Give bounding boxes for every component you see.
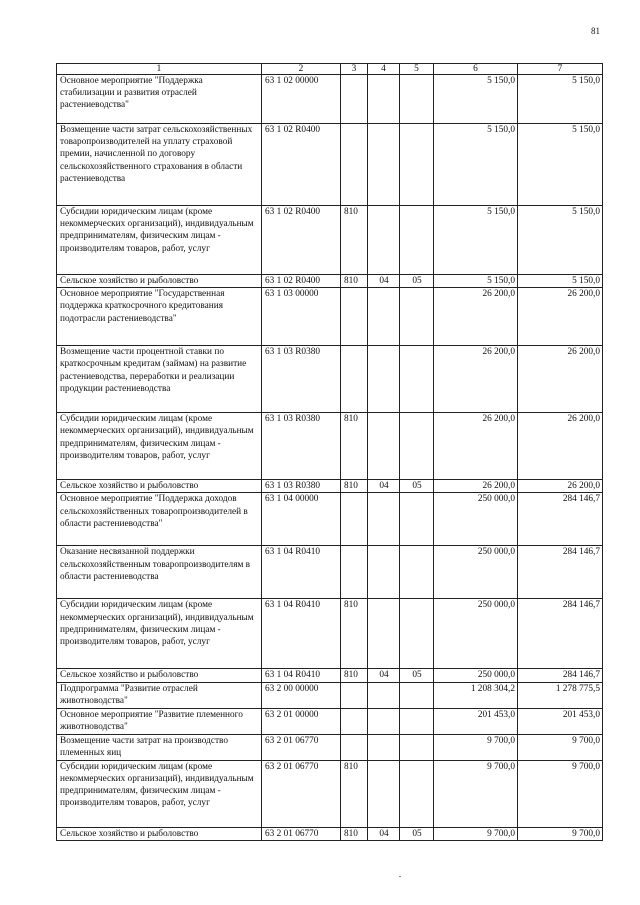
cell-name: Возмещение части затрат сельскохозяйственных товаропроизводителей на уплату страховой премии, начисленной по договору сельскохозяйственного страхования в области растениеводства [57, 124, 262, 206]
cell-expense-type: 810 [341, 275, 368, 288]
cell-section [368, 124, 400, 206]
cell-subsection [400, 546, 434, 599]
table-row [57, 493, 603, 546]
table-row [57, 206, 603, 275]
cell-amount-col6: 250 000,0 [434, 546, 518, 599]
cell-expense-type [341, 75, 368, 124]
cell-expense-type: 810 [341, 760, 368, 827]
table-row [57, 669, 603, 682]
cell-amount-col7: 201 453,0 [518, 708, 603, 734]
table-row [57, 708, 603, 734]
cell-subsection: 05 [400, 827, 434, 840]
cell-amount-col6: 1 208 304,2 [434, 682, 518, 708]
cell-amount-col6: 250 000,0 [434, 599, 518, 669]
column-header: 3 [341, 64, 368, 75]
cell-expense-type: 810 [341, 413, 368, 480]
cell-expense-type: 810 [341, 669, 368, 682]
table-row [57, 734, 603, 760]
cell-code: 63 1 03 00000 [262, 288, 341, 346]
cell-section: 04 [368, 275, 400, 288]
column-header: 6 [434, 64, 518, 75]
cell-expense-type [341, 288, 368, 346]
cell-subsection [400, 288, 434, 346]
cell-subsection [400, 682, 434, 708]
table-row [57, 760, 603, 827]
table-row [57, 682, 603, 708]
scan-speck [399, 876, 401, 877]
cell-amount-col6: 26 200,0 [434, 480, 518, 493]
cell-expense-type [341, 734, 368, 760]
cell-section [368, 708, 400, 734]
cell-expense-type: 810 [341, 206, 368, 275]
table-row [57, 599, 603, 669]
cell-amount-col7: 284 146,7 [518, 546, 603, 599]
cell-subsection [400, 760, 434, 827]
cell-amount-col7: 5 150,0 [518, 124, 603, 206]
cell-amount-col6: 201 453,0 [434, 708, 518, 734]
table-row [57, 75, 603, 124]
cell-name: Субсидии юридическим лицам (кроме некоммерческих организаций), индивидуальным предпринимателям, физическим лицам - производителям товаров, работ, услуг [57, 599, 262, 669]
cell-code: 63 1 02 R0400 [262, 206, 341, 275]
cell-code: 63 2 01 00000 [262, 708, 341, 734]
cell-section [368, 760, 400, 827]
column-header: 5 [400, 64, 434, 75]
cell-amount-col7: 9 700,0 [518, 827, 603, 840]
table-row [57, 413, 603, 480]
cell-expense-type [341, 493, 368, 546]
cell-section [368, 599, 400, 669]
cell-subsection [400, 346, 434, 413]
cell-name: Сельское хозяйство и рыболовство [57, 669, 262, 682]
cell-section [368, 206, 400, 275]
cell-code: 63 1 04 00000 [262, 493, 341, 546]
cell-name: Субсидии юридическим лицам (кроме некоммерческих организаций), индивидуальным предпринимателям, физическим лицам - производителям товаров, работ, услуг [57, 413, 262, 480]
cell-subsection [400, 75, 434, 124]
cell-amount-col6: 250 000,0 [434, 493, 518, 546]
cell-amount-col7: 9 700,0 [518, 734, 603, 760]
cell-subsection [400, 599, 434, 669]
cell-amount-col7: 26 200,0 [518, 480, 603, 493]
column-header: 2 [262, 64, 341, 75]
cell-amount-col6: 5 150,0 [434, 275, 518, 288]
page-number: 81 [591, 26, 600, 36]
cell-code: 63 1 04 R0410 [262, 599, 341, 669]
budget-table [56, 63, 603, 841]
cell-subsection [400, 206, 434, 275]
cell-amount-col6: 5 150,0 [434, 75, 518, 124]
column-header: 4 [368, 64, 400, 75]
table-row [57, 546, 603, 599]
cell-amount-col7: 9 700,0 [518, 760, 603, 827]
cell-amount-col7: 1 278 775,5 [518, 682, 603, 708]
cell-code: 63 2 00 00000 [262, 682, 341, 708]
table-row [57, 827, 603, 840]
cell-name: Основное мероприятие "Государственная поддержка краткосрочного кредитования подотрасли растениеводства" [57, 288, 262, 346]
cell-amount-col6: 9 700,0 [434, 827, 518, 840]
cell-section [368, 734, 400, 760]
cell-amount-col6: 9 700,0 [434, 760, 518, 827]
cell-code: 63 1 02 R0400 [262, 124, 341, 206]
cell-name: Основное мероприятие "Развитие племенного животноводства" [57, 708, 262, 734]
cell-code: 63 1 03 R0380 [262, 480, 341, 493]
cell-amount-col6: 26 200,0 [434, 413, 518, 480]
cell-amount-col7: 284 146,7 [518, 599, 603, 669]
cell-name: Оказание несвязанной поддержки сельскохозяйственным товаропроизводителям в области растениеводства [57, 546, 262, 599]
table-row [57, 346, 603, 413]
cell-amount-col6: 5 150,0 [434, 206, 518, 275]
cell-expense-type [341, 124, 368, 206]
cell-amount-col7: 5 150,0 [518, 275, 603, 288]
cell-code: 63 2 01 06770 [262, 760, 341, 827]
cell-section [368, 682, 400, 708]
cell-subsection [400, 493, 434, 546]
cell-subsection: 05 [400, 275, 434, 288]
cell-subsection [400, 124, 434, 206]
cell-subsection [400, 413, 434, 480]
cell-amount-col7: 284 146,7 [518, 493, 603, 546]
cell-amount-col6: 5 150,0 [434, 124, 518, 206]
cell-name: Возмещение части затрат на производство племенных яиц [57, 734, 262, 760]
cell-code: 63 1 02 R0400 [262, 275, 341, 288]
cell-code: 63 1 04 R0410 [262, 546, 341, 599]
cell-section: 04 [368, 669, 400, 682]
cell-amount-col7: 5 150,0 [518, 75, 603, 124]
cell-expense-type [341, 682, 368, 708]
cell-subsection: 05 [400, 669, 434, 682]
cell-code: 63 1 03 R0380 [262, 413, 341, 480]
cell-code: 63 2 01 06770 [262, 827, 341, 840]
cell-section [368, 493, 400, 546]
cell-section: 04 [368, 827, 400, 840]
cell-expense-type [341, 546, 368, 599]
cell-name: Субсидии юридическим лицам (кроме некоммерческих организаций), индивидуальным предпринимателям, физическим лицам - производителям товаров, работ, услуг [57, 206, 262, 275]
cell-code: 63 2 01 06770 [262, 734, 341, 760]
cell-name: Субсидии юридическим лицам (кроме некоммерческих организаций), индивидуальным предпринимателям, физическим лицам - производителям товаров, работ, услуг [57, 760, 262, 827]
table-row [57, 480, 603, 493]
cell-amount-col6: 26 200,0 [434, 346, 518, 413]
cell-code: 63 1 04 R0410 [262, 669, 341, 682]
table-row [57, 275, 603, 288]
cell-amount-col6: 9 700,0 [434, 734, 518, 760]
cell-subsection: 05 [400, 480, 434, 493]
cell-section [368, 288, 400, 346]
cell-expense-type: 810 [341, 827, 368, 840]
cell-expense-type: 810 [341, 599, 368, 669]
cell-section [368, 546, 400, 599]
header-row [57, 64, 603, 75]
cell-amount-col7: 26 200,0 [518, 288, 603, 346]
cell-name: Основное мероприятие "Поддержка стабилизации и развития отраслей растениеводства" [57, 75, 262, 124]
cell-name: Сельское хозяйство и рыболовство [57, 275, 262, 288]
cell-section: 04 [368, 480, 400, 493]
cell-amount-col6: 250 000,0 [434, 669, 518, 682]
table-row [57, 288, 603, 346]
cell-section [368, 413, 400, 480]
column-header: 7 [518, 64, 603, 75]
cell-section [368, 75, 400, 124]
cell-expense-type: 810 [341, 480, 368, 493]
cell-expense-type [341, 346, 368, 413]
cell-amount-col7: 26 200,0 [518, 413, 603, 480]
cell-name: Сельское хозяйство и рыболовство [57, 480, 262, 493]
cell-amount-col7: 284 146,7 [518, 669, 603, 682]
cell-subsection [400, 708, 434, 734]
cell-code: 63 1 02 00000 [262, 75, 341, 124]
table-row [57, 124, 603, 206]
column-header: 1 [57, 64, 262, 75]
cell-section [368, 346, 400, 413]
cell-name: Подпрограмма "Развитие отраслей животноводства" [57, 682, 262, 708]
cell-amount-col7: 5 150,0 [518, 206, 603, 275]
cell-name: Сельское хозяйство и рыболовство [57, 827, 262, 840]
cell-name: Основное мероприятие "Поддержка доходов сельскохозяйственных товаропроизводителей в области растениеводства" [57, 493, 262, 546]
cell-code: 63 1 03 R0380 [262, 346, 341, 413]
cell-amount-col7: 26 200,0 [518, 346, 603, 413]
cell-amount-col6: 26 200,0 [434, 288, 518, 346]
cell-subsection [400, 734, 434, 760]
cell-expense-type [341, 708, 368, 734]
cell-name: Возмещение части процентной ставки по краткосрочным кредитам (займам) на развитие растениеводства, переработки и реализации продукции растениеводства [57, 346, 262, 413]
